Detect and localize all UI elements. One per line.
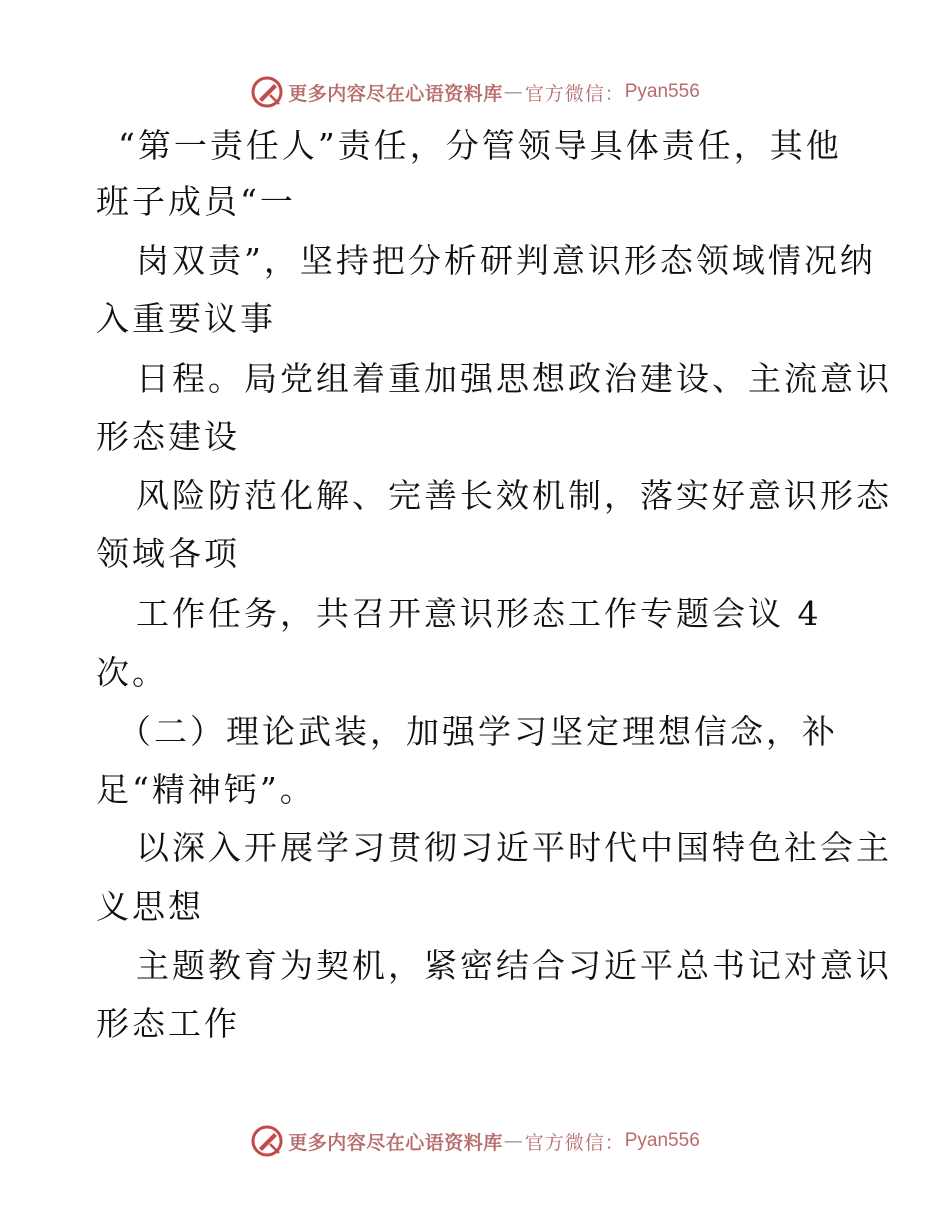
body-line: 形态工作 xyxy=(96,1004,240,1043)
body-line: 主题教育为契机，紧密结合习近平总书记对意识 xyxy=(136,946,892,985)
logo-icon xyxy=(250,1124,284,1158)
banner-text: 更多内容尽在心语资料库 xyxy=(288,82,503,105)
body-line: 领域各项 xyxy=(96,534,240,573)
header-banner xyxy=(0,72,950,112)
body-line: 以深入开展学习贯彻习近平时代中国特色社会主 xyxy=(136,828,892,867)
body-line: 工作任务，共召开意识形态工作专题会议 4 xyxy=(136,594,822,633)
body-line: 次。 xyxy=(96,653,168,692)
body-line: 岗双责”，坚持把分析研判意识形态领域情况纳 xyxy=(136,241,876,280)
logo-icon xyxy=(250,75,284,109)
body-line: 形态建设 xyxy=(96,417,240,456)
footer-banner xyxy=(0,1121,950,1161)
body-line: 入重要议事 xyxy=(96,299,276,338)
body-line: “第一责任人”责任，分管领导具体责任，其他 xyxy=(118,126,842,165)
banner-separator: — xyxy=(503,81,524,103)
body-line: 风险防范化解、完善长效机制，落实好意识形态 xyxy=(136,476,892,515)
body-line: （二）理论武装，加强学习坚定理想信念，补 xyxy=(118,712,838,751)
body-line: 义思想 xyxy=(96,887,204,926)
banner-wechat-id: Pyan556 xyxy=(624,81,700,102)
banner-text: 更多内容尽在心语资料库 xyxy=(288,1131,503,1154)
banner-wechat-label: 官方微信： xyxy=(524,82,625,105)
body-line: 日程。局党组着重加强思想政治建设、主流意识 xyxy=(136,359,892,398)
body-line: 班子成员“一 xyxy=(96,182,296,221)
banner-wechat-label: 官方微信： xyxy=(524,1131,625,1154)
banner-separator: — xyxy=(503,1130,524,1152)
body-line: 足“精神钙”。 xyxy=(96,770,316,809)
banner-wechat-id: Pyan556 xyxy=(624,1130,700,1151)
